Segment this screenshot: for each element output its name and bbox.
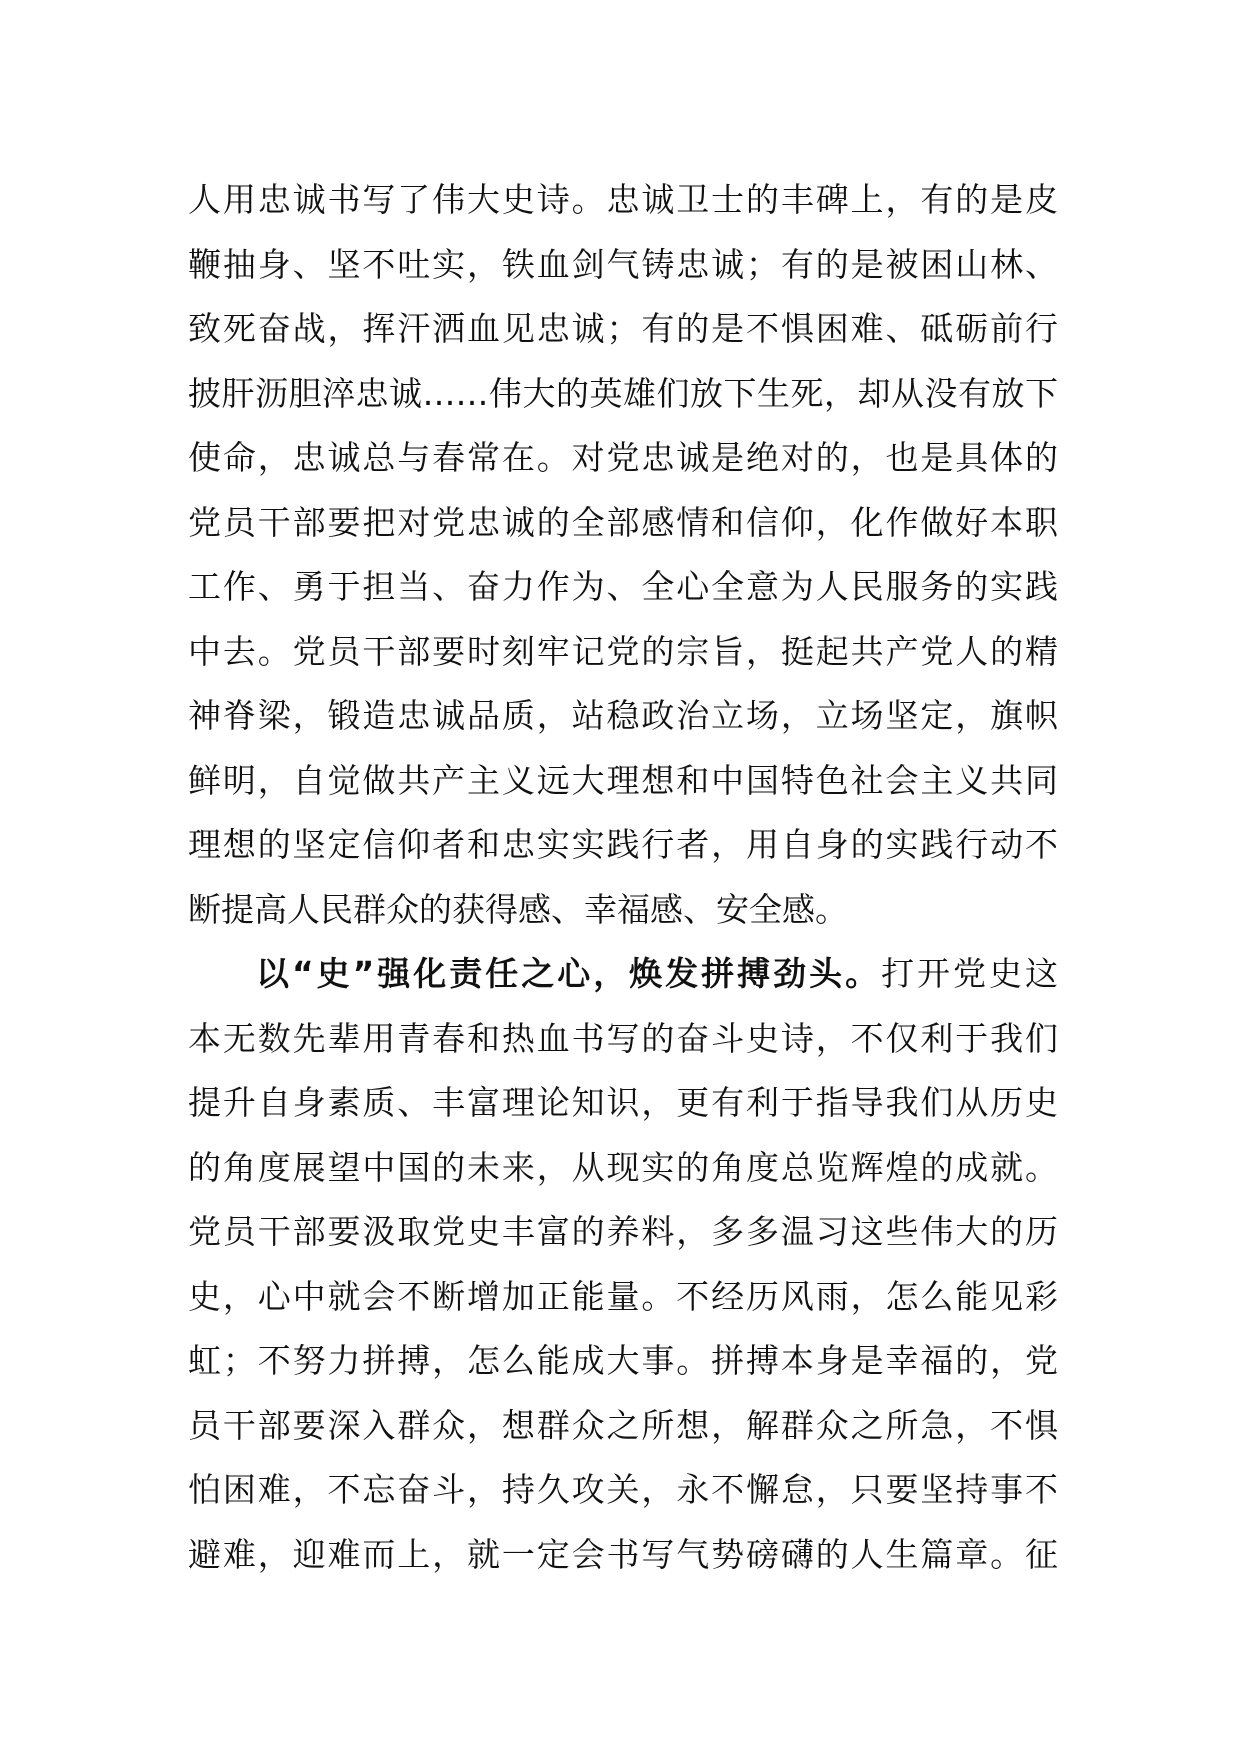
paragraph-2-line: 本无数先辈用青春和热血书写的奋斗史诗，不仅利于我们 [188,1018,1058,1058]
paragraph-2-first-line [188,942,1058,1007]
paragraph-2-line: 虹；不努力拼搏，怎么能成大事。拼搏本身是幸福的，党 [188,1341,1058,1380]
paragraph-1-line: 鲜明，自觉做共产主义远大理想和中国特色社会主义共同 [188,760,1058,800]
paragraph-2-line: 提升自身素质、丰富理论知识，更有利于指导我们从历史 [188,1083,1058,1122]
paragraph-2-line: 史，心中就会不断增加正能量。不经历风雨，怎么能见彩 [188,1276,1058,1316]
paragraph-1-line: 神脊梁，锻造忠诚品质，站稳政治立场，立场坚定，旗帜 [188,696,1058,735]
paragraph-1-line: 使命，忠诚总与春常在。对党忠诚是绝对的，也是具体的 [188,438,1058,477]
paragraph-2-line: 的角度展望中国的未来，从现实的角度总览辉煌的成就。 [188,1147,1058,1187]
paragraph-1-line: 人用忠诚书写了伟大史诗。忠诚卫士的丰碑上，有的是皮 [188,180,1058,219]
paragraph-2-first-line-rest: 打开党史这 [881,954,1058,993]
paragraph-1-line: 党员干部要把对党忠诚的全部感情和信仰，化作做好本职 [188,502,1058,542]
paragraph-1-line: 理想的坚定信仰者和忠实实践行者，用自身的实践行动不 [188,825,1058,864]
paragraph-2-line: 避难，迎难而上，就一定会书写气势磅礴的人生篇章。征 [188,1534,1058,1574]
paragraph-2-line: 员干部要深入群众，想群众之所想，解群众之所急，不惧 [188,1405,1058,1445]
paragraph-2-line: 党员干部要汲取党史丰富的养料，多多温习这些伟大的历 [188,1212,1058,1251]
paragraph-1-line: 披肝沥胆淬忠诚……伟大的英雄们放下生死，却从没有放下 [188,373,1058,413]
paragraph-1-line: 工作、勇于担当、奋力作为、全心全意为人民服务的实践 [188,567,1058,606]
paragraph-2-line: 怕困难，不忘奋斗，持久攻关，永不懈怠，只要坚持事不 [188,1470,1058,1509]
body-text [188,168,1058,1587]
paragraph-1-line: 鞭抽身、坚不吐实，铁血剑气铸忠诚；有的是被困山林、 [188,244,1058,284]
paragraph-1-line: 致死奋战，挥汗洒血见忠诚；有的是不惧困难、砥砺前行 [188,309,1058,348]
paragraph-2-heading: 以“史”强化责任之心，焕发拼搏劲头。 [256,954,882,993]
paragraph-1-last-line: 断提高人民群众的获得感、幸福感、安全感。 [188,889,848,929]
paragraph-1-line: 中去。党员干部要时刻牢记党的宗旨，挺起共产党人的精 [188,631,1058,671]
